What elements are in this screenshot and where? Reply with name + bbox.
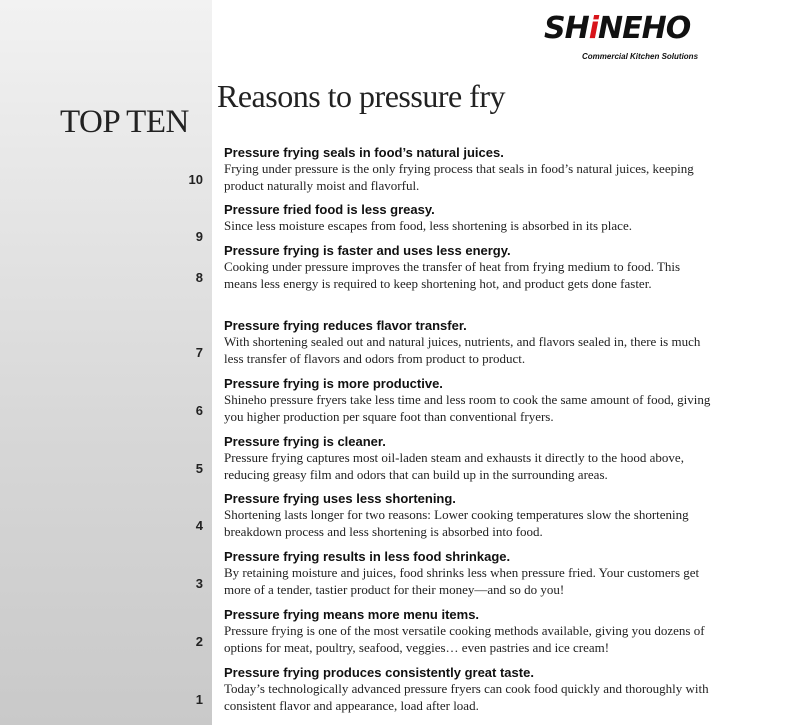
reason-body: With shortening sealed out and natural juices, nutrients, and flavors sealed in, there is much less transfer of flavors and odors from product to product. bbox=[224, 334, 701, 366]
reason-body: By retaining moisture and juices, food shrinks less when pressure fried. Your customers get more of a tender, tastier product for their money—and so do you! bbox=[224, 565, 700, 597]
reason-number: 8 bbox=[195, 270, 203, 285]
reason-body: Pressure frying captures most oil-laden steam and exhausts it directly to the hood above, reducing greasy film and odors that can build up in the surrounding areas. bbox=[224, 450, 684, 482]
reason-body: Frying under pressure is the only frying process that seals in food’s natural juices, keeping product naturally moist and flavorful. bbox=[224, 161, 694, 193]
reason-number: 2 bbox=[195, 634, 203, 649]
reason-number: 10 bbox=[188, 172, 203, 187]
reason-body: Shineho pressure fryers take less time and less room to cook the same amount of food, giving you higher production per square foot than conventional fryers. bbox=[224, 392, 711, 424]
reason-title: Pressure frying results in less food shrinkage. bbox=[224, 549, 511, 564]
reason-title: Pressure frying is more productive. bbox=[224, 376, 443, 391]
reason-number: 9 bbox=[195, 229, 203, 244]
logo-tagline: Commercial Kitchen Solutions bbox=[582, 52, 699, 61]
reasons-subtitle: Reasons to pressure fry bbox=[217, 78, 505, 114]
reason-title: Pressure frying is faster and uses less energy. bbox=[224, 243, 511, 258]
reason-title: Pressure frying means more menu items. bbox=[224, 607, 480, 622]
reason-title: Pressure frying produces consistently great taste. bbox=[224, 665, 534, 680]
reason-number: 3 bbox=[195, 576, 203, 591]
shineho-logo bbox=[544, 12, 724, 64]
reason-number: 1 bbox=[195, 692, 203, 707]
reason-title: Pressure frying is cleaner. bbox=[224, 434, 386, 449]
reason-body: Pressure frying is one of the most versatile cooking methods available, giving you dozens of options for meat, poultry, seafood, veggies… even pastries and ice cream! bbox=[224, 623, 705, 655]
reason-title: Pressure frying reduces flavor transfer. bbox=[224, 318, 467, 333]
reason-title: Pressure frying uses less shortening. bbox=[224, 491, 456, 506]
reason-body: Since less moisture escapes from food, less shortening is absorbed in its place. bbox=[224, 218, 632, 233]
reason-body: Shortening lasts longer for two reasons: Lower cooking temperatures slow the shortening breakdown process and less shortening is absorbed into food. bbox=[224, 507, 689, 539]
reason-number: 7 bbox=[195, 345, 203, 360]
reason-number: 6 bbox=[195, 403, 203, 418]
reason-number: 4 bbox=[195, 518, 203, 533]
reason-title: Pressure fried food is less greasy. bbox=[224, 202, 435, 217]
reason-number: 5 bbox=[195, 461, 203, 476]
reason-title: Pressure frying seals in food’s natural juices. bbox=[224, 145, 504, 160]
logo-wordmark: SHiNEHO bbox=[544, 11, 691, 46]
reason-body: Today’s technologically advanced pressure fryers can cook food quickly and thoroughly with consistent flavor and appearance, load after load. bbox=[224, 681, 709, 713]
reason-body: Cooking under pressure improves the transfer of heat from frying medium to food. This means less energy is required to keep shortening hot, and product gets done faster. bbox=[224, 259, 681, 291]
top-ten-heading: TOP TEN bbox=[60, 104, 189, 140]
